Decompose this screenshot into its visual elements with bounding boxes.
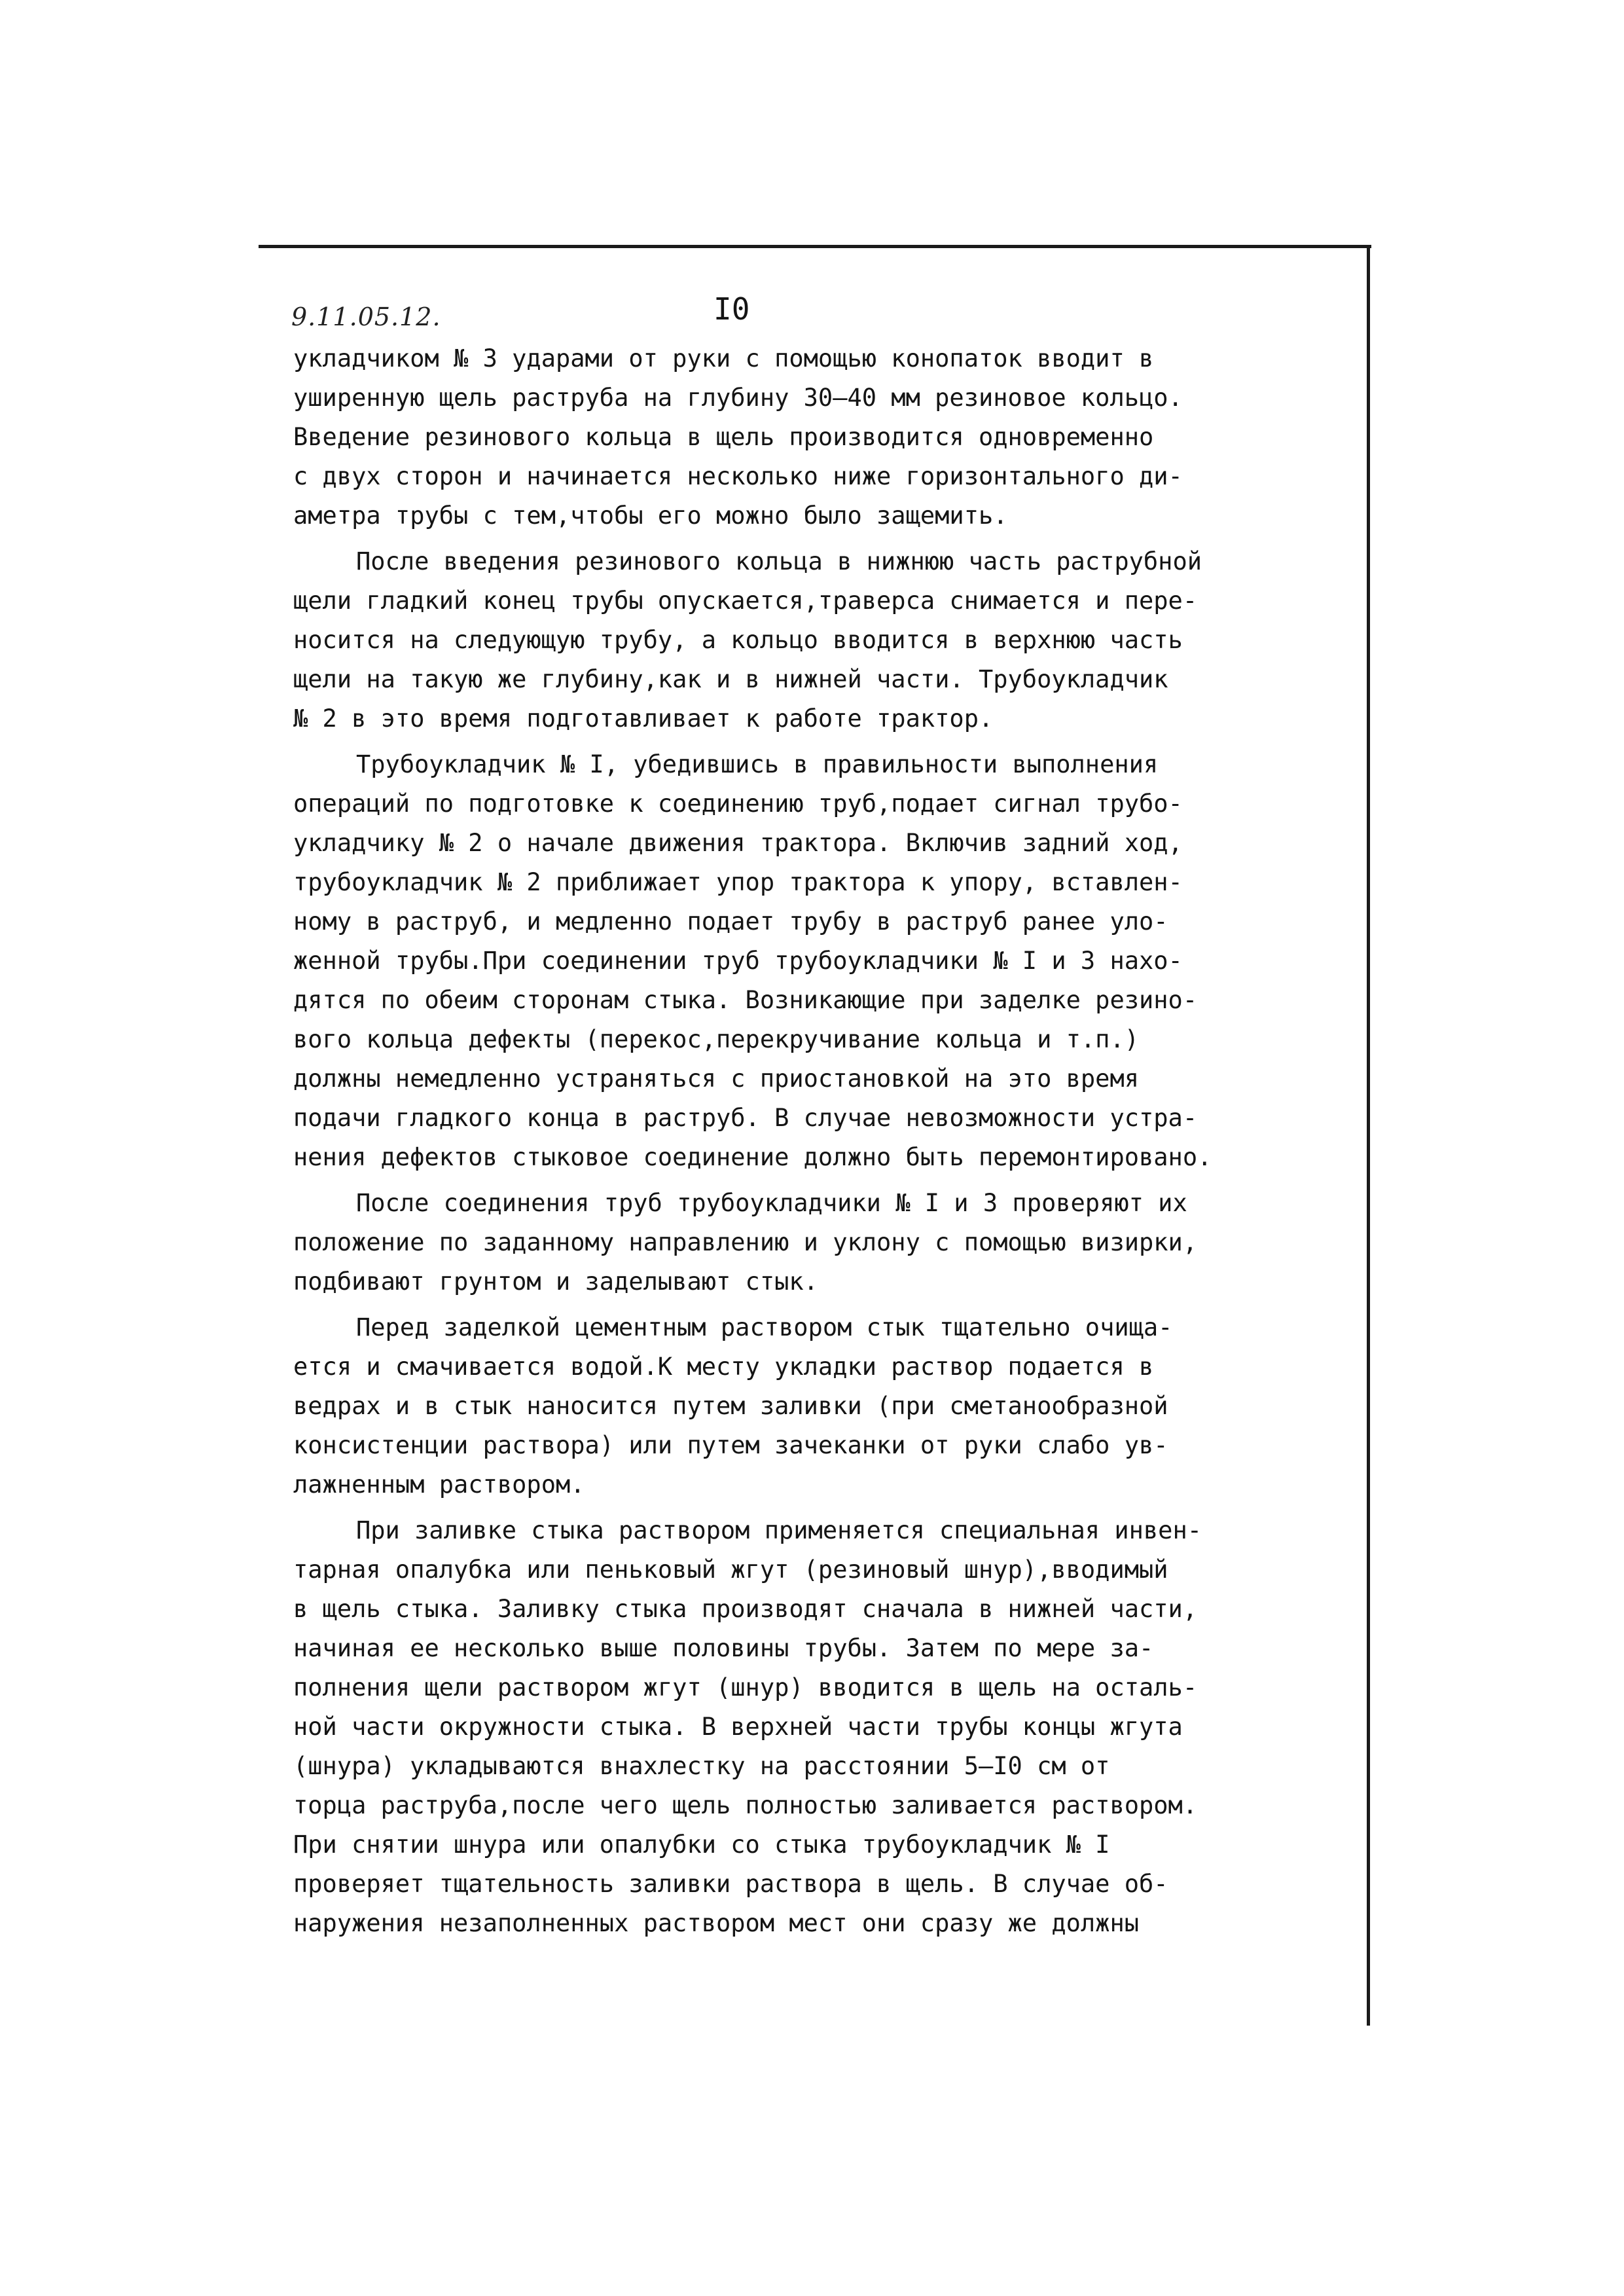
paragraph	[293, 1511, 1314, 1943]
text-line: После соединения труб трубоукладчики № I и 3 проверяют их	[356, 1189, 1187, 1217]
text-line: с двух сторон и начинается несколько ниже горизонтального ди-	[293, 462, 1183, 490]
text-line: ному в раструб, и медленно подает трубу в раструб ранее уло-	[293, 907, 1168, 936]
text-line: консистенции раствора) или путем зачеканки от руки слабо ув-	[293, 1431, 1168, 1459]
text-line: нения дефектов стыковое соединение должно быть перемонтировано.	[293, 1143, 1212, 1171]
text-line: трубоукладчик № 2 приближает упор трактора к упору, вставлен-	[293, 868, 1183, 896]
body-text	[293, 339, 1314, 1950]
text-line: женной трубы.При соединении труб трубоукладчики № I и 3 нахо-	[293, 947, 1183, 975]
text-line: вого кольца дефекты (перекос,перекручивание кольца и т.п.)	[293, 1025, 1140, 1053]
text-line: щели гладкий конец трубы опускается,траверса снимается и пере-	[293, 587, 1198, 615]
frame-top-border	[259, 245, 1371, 248]
text-line: При заливке стыка раствором применяется специальная инвен-	[356, 1516, 1202, 1544]
text-line: аметра трубы с тем,чтобы его можно было защемить.	[293, 501, 1008, 530]
text-line: ведрах и в стык наносится путем заливки (при сметанообразной	[293, 1392, 1168, 1420]
text-line: носится на следующую трубу, а кольцо вводится в верхнюю часть	[293, 626, 1183, 654]
text-line: наружения незаполненных раствором мест они сразу же должны	[293, 1909, 1140, 1937]
text-line: подбивают грунтом и заделывают стык.	[293, 1267, 818, 1296]
document-code: 9.11.05.12.	[291, 302, 441, 331]
paragraph	[293, 745, 1314, 1177]
text-line: Трубоукладчик № I, убедившись в правильности выполнения	[356, 750, 1159, 778]
page-number: I0	[713, 291, 750, 327]
text-line: тарная опалубка или пеньковый жгут (резиновый шнур),вводимый	[293, 1556, 1168, 1584]
paragraph	[293, 1308, 1314, 1504]
text-line: ной части окружности стыка. В верхней части трубы концы жгута	[293, 1713, 1183, 1741]
text-line: торца раструба,после чего щель полностью заливается раствором.	[293, 1791, 1198, 1819]
text-line: положение по заданному направлению и уклону с помощью визирки,	[293, 1228, 1198, 1256]
frame-right-border	[1367, 245, 1370, 2026]
paragraph	[293, 542, 1314, 738]
text-line: должны немедленно устраняться с приостановкой на это время	[293, 1065, 1140, 1093]
text-line: в щель стыка. Заливку стыка производят сначала в нижней части,	[293, 1595, 1198, 1623]
paragraph	[293, 339, 1314, 536]
text-line: операций по подготовке к соединению труб,подает сигнал трубо-	[293, 790, 1183, 818]
paragraph	[293, 1184, 1314, 1302]
text-line: (шнура) укладываются внахлестку на расстоянии 5–I0 см от	[293, 1752, 1110, 1780]
text-line: подачи гладкого конца в раструб. В случае невозможности устра-	[293, 1104, 1198, 1132]
text-line: укладчику № 2 о начале движения трактора. Включив задний ход,	[293, 829, 1183, 857]
text-line: № 2 в это время подготавливает к работе трактор.	[293, 704, 994, 733]
text-line: Введение резинового кольца в щель производится одновременно	[293, 423, 1154, 451]
text-line: дятся по обеим сторонам стыка. Возникающие при заделке резино-	[293, 986, 1198, 1014]
text-line: укладчиком № 3 ударами от руки с помощью конопаток вводит в	[293, 344, 1154, 373]
text-line: начиная ее несколько выше половины трубы. Затем по мере за-	[293, 1634, 1154, 1662]
text-line: лажненным раствором.	[293, 1470, 585, 1499]
text-line: проверяет тщательность заливки раствора в щель. В случае об-	[293, 1870, 1168, 1898]
text-line: уширенную щель раструба на глубину 30–40 мм резиновое кольцо.	[293, 384, 1183, 412]
text-line: После введения резинового кольца в нижнюю часть раструбной	[356, 547, 1202, 575]
text-line: ется и смачивается водой.К месту укладки раствор подается в	[293, 1353, 1154, 1381]
text-line: щели на такую же глубину,как и в нижней части. Трубоукладчик	[293, 665, 1168, 693]
text-line: Перед заделкой цементным раствором стык тщательно очища-	[356, 1313, 1173, 1341]
text-line: При снятии шнура или опалубки со стыка трубоукладчик № I	[293, 1831, 1110, 1859]
text-line: полнения щели раствором жгут (шнур) вводится в щель на осталь-	[293, 1673, 1198, 1702]
